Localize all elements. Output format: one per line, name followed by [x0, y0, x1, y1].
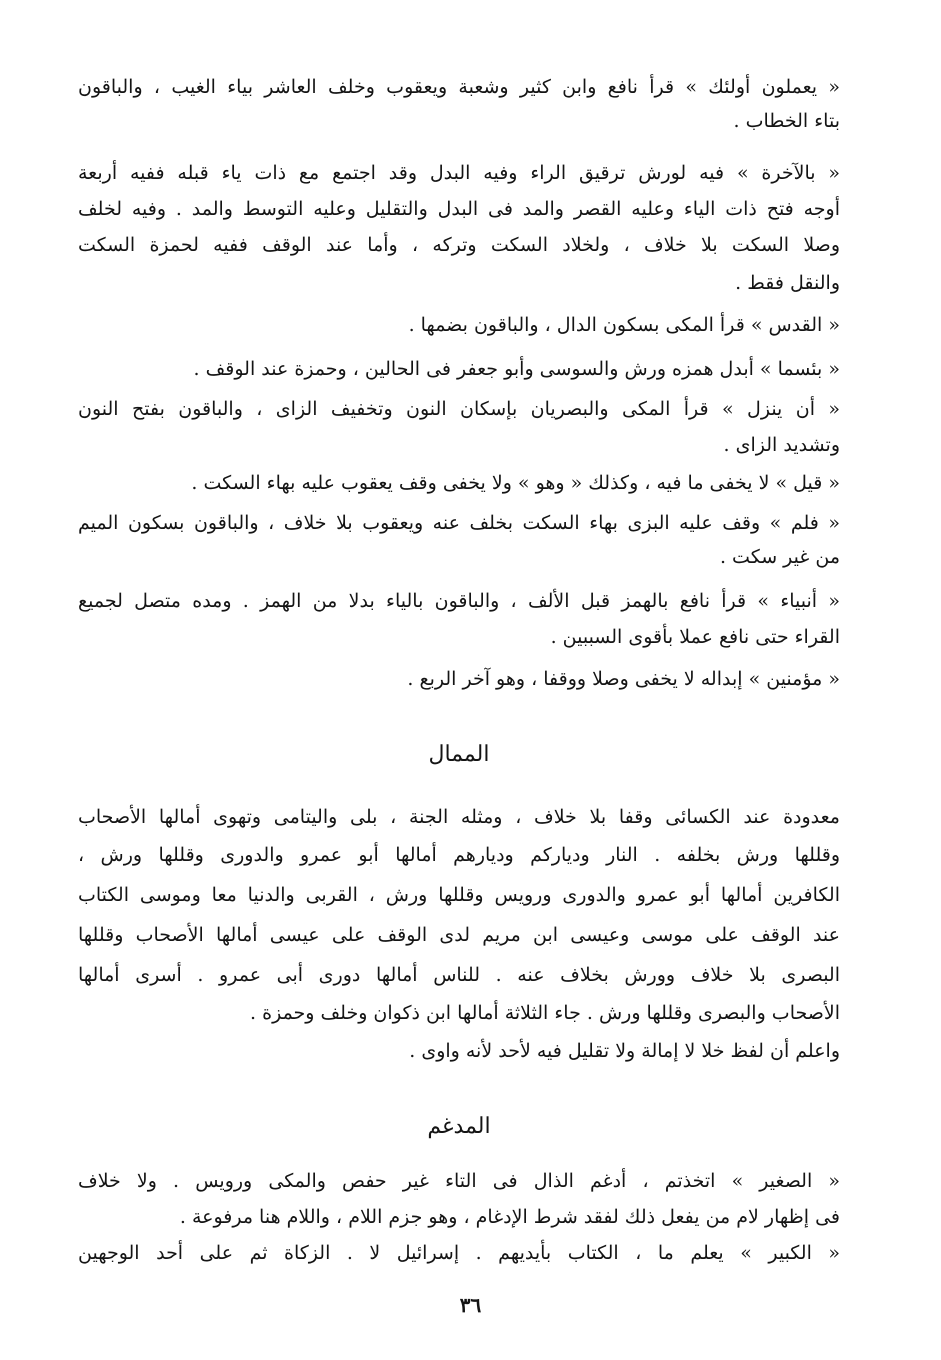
text-line: وتشديد الزاى .	[723, 434, 840, 456]
text-line: معدودة عند الكسائى وقفا بلا خلاف ، ومثله الجنة ، بلى واليتامى وتهوى أمالها الأصحاب	[78, 806, 840, 828]
page-number: ٣٦	[459, 1293, 482, 1317]
text-line: الكافرين أمالها أبو عمرو والدورى ورويس وقللها ورش ، القربى والدنيا معا وموسى الكتاب	[78, 884, 840, 906]
text-line: « فلم » وقف عليه البزى بهاء السكت بخلف عنه ويعقوب بلا خلاف ، والباقون بسكون الميم	[78, 512, 840, 534]
text-line: والنقل فقط .	[735, 272, 840, 294]
text-line: من غير سكت .	[719, 546, 840, 568]
text-line: القراء حتى نافع عملا بأقوى السببين .	[550, 626, 840, 648]
text-line: عند الوقف على موسى وعيسى ابن مريم لدى الوقف على عيسى أمالها الأصحاب وقللها	[78, 924, 840, 946]
text-line: « الصغير » اتخذتم ، أدغم الذال فى التاء غير حفص والمكى ورويس . ولا خلاف	[78, 1170, 840, 1192]
text-line: الأصحاب والبصرى وقللها ورش . جاء الثلاثة أمالها ابن ذكوان وخلف وحمزة .	[250, 1002, 840, 1024]
text-line: « القدس » قرأ المكى بسكون الدال ، والباقون بضمها .	[408, 314, 840, 336]
text-line: « أنبياء » قرأ نافع بالهمز قبل الألف ، والباقون بالياء بدلا من الهمز . ومده متصل لجميع	[78, 590, 840, 612]
text-line: « الكبير » يعلم ما ، الكتاب بأيديهم . إسرائيل لا . الزكاة ثم على أحد الوجهين	[78, 1242, 840, 1264]
text-line: « أن ينزل » قرأ المكى والبصريان بإسكان النون وتخفيف الزاى ، والباقون بفتح النون	[78, 398, 840, 420]
text-line: فى إظهار لام من يفعل ذلك لفقد شرط الإدغام ، وهو جزم اللام ، واللام هنا مرفوعة .	[179, 1206, 840, 1228]
text-line: أوجه فتح ذات الياء وعليه القصر والمد فى البدل والتقليل وعليه التوسط والمد . وفيه لخلف	[78, 198, 840, 220]
text-line: « قيل » لا يخفى ما فيه ، وكذلك « وهو » ولا يخفى وقف يعقوب عليه بهاء السكت .	[191, 472, 840, 494]
text-line: البصرى بلا خلاف وورش بخلاف عنه . للناس أمالها دورى أبى عمرو . أسرى أمالها	[78, 964, 840, 986]
section-heading-imala: الممال	[428, 742, 490, 767]
text-line: واعلم أن لفظ خلا لا إمالة ولا تقليل فيه لأحد لأنه واوى .	[409, 1040, 840, 1062]
text-line: « يعملون أولئك » قرأ نافع وابن كثير وشعبة ويعقوب وخلف العاشر بياء الغيب ، والباقون	[78, 76, 840, 98]
text-line: « بئسما » أبدل همزه ورش والسوسى وأبو جعفر فى الحالين ، وحمزة عند الوقف .	[193, 358, 840, 380]
section-heading-idgham: المدغم	[427, 1114, 491, 1139]
text-line: وصلا السكت بلا خلاف ، ولخلاد السكت وتركه ، وأما عند الوقف ففيه لحمزة السكت	[78, 234, 840, 256]
text-line: بتاء الخطاب .	[733, 110, 840, 132]
text-line: « بالآخرة » فيه لورش ترقيق الراء وفيه البدل وقد اجتمع مع ذات ياء قبله ففيه أربعة	[78, 162, 840, 184]
text-line: وقللها ورش بخلفه . النار ودياركم وديارهم أمالها أبو عمرو والدورى وقللها ورش ،	[78, 844, 840, 866]
text-line: « مؤمنين » إبداله لا يخفى وصلا ووقفا ، وهو آخر الربع .	[407, 668, 840, 690]
